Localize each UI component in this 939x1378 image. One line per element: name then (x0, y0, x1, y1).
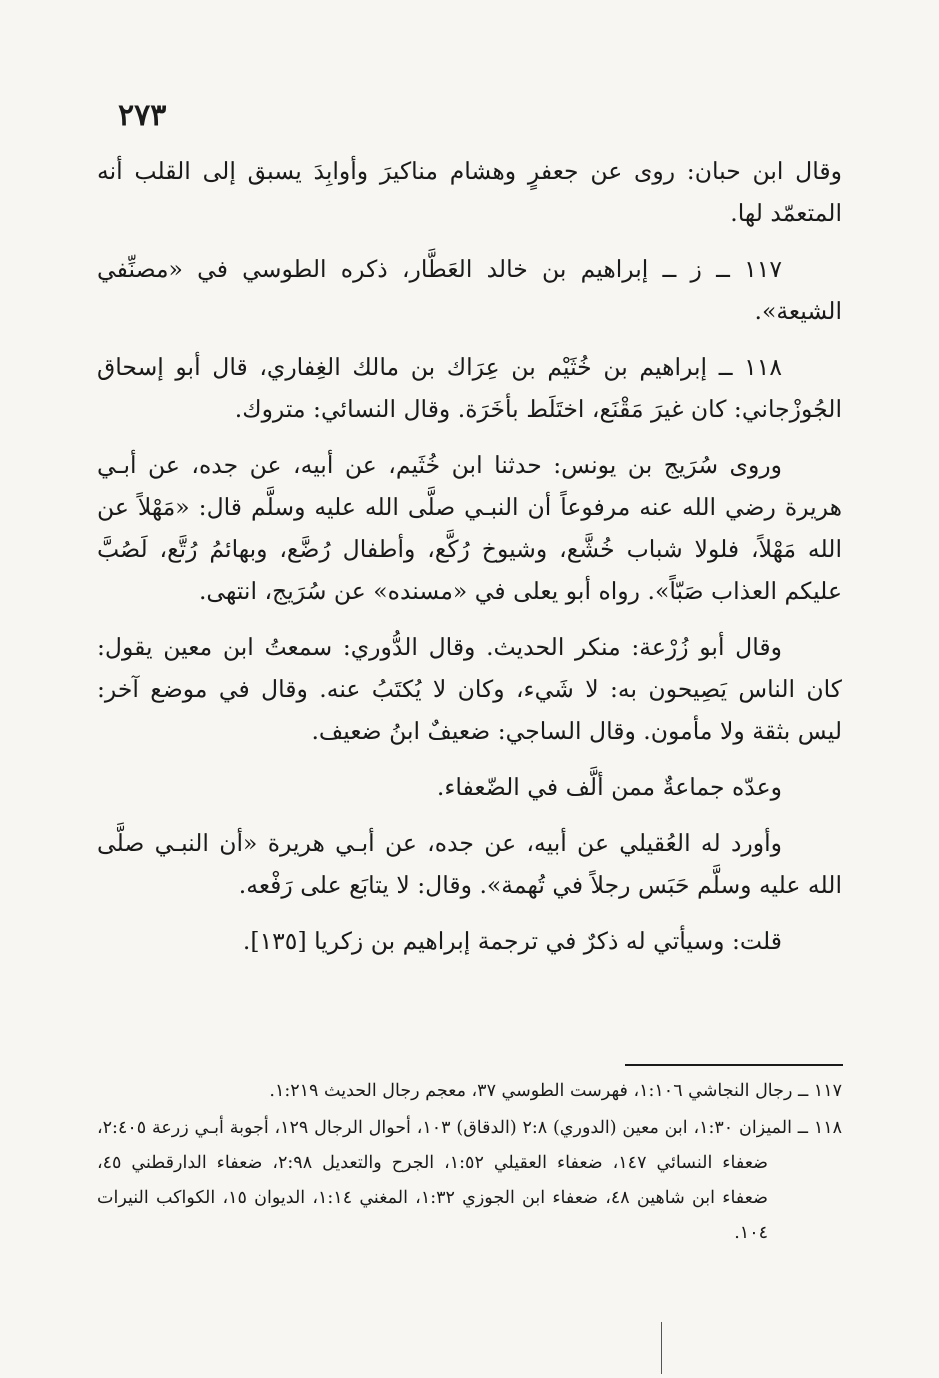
footnotes (97, 1074, 842, 1253)
footnote-divider (625, 1064, 843, 1066)
main-text (97, 150, 842, 976)
footnote-117: ١١٧ ــ رجال النجاشي ١:١٠٦، فهرست الطوسي ٣٧، معجم رجال الحديث ١:٢١٩. (269, 1081, 842, 1101)
entry-118: ١١٨ ــ إبراهيم بن خُثَيْم بن عِرَاك بن مالك الغِفاري، قال أبو إسحاق الجُوزْجاني: كان غيرَ مَقْنَع، اختَلَط بأخَرَة. وقال النسائي: متروك. (97, 353, 842, 423)
paragraph-uqayli: وأورد له العُقيلي عن أبيه، عن جده، عن أبـي هريرة «أن النبـي صلَّى الله عليه وسلَّم حَبَس رجلاً في تُهمة». وقال: لا يتابَع على رَفْعه. (97, 829, 842, 899)
paragraph-duafa: وعدّه جماعةٌ ممن ألَّف في الضّعفاء. (436, 773, 782, 801)
entry-117: ١١٧ ــ ز ــ إبراهيم بن خالد العَطَّار، ذكره الطوسي في «مصنِّفي الشيعة». (97, 255, 842, 325)
paragraph-ibn-hibban: وقال ابن حبان: روى عن جعفرٍ وهشام مناكيرَ وأوابِدَ يسبق إلى القلب أنه المتعمّد لها. (97, 157, 842, 227)
binding-line (661, 1322, 662, 1374)
footnote-118: ١١٨ ــ الميزان ١:٣٠، ابن معين (الدوري) ٢:٨ (الدقاق) ١٠٣، أحوال الرجال ١٢٩، أجوبة أبـي زرعة ٢:٤٠٥، ضعفاء النسائي ١٤٧، ضعفاء العقيلي ١:٥٢، الجرح والتعديل ٢:٩٨، ضعفاء الدارقطني ٤٥، ضعفاء ابن شاهين ٤٨، ضعفاء ابن الجوزي ١:٣٢، المغني ١:١٤، الديوان ١٥، الكواكب النيرات ١٠٤. (97, 1118, 843, 1243)
paragraph-hadith: وروى سُرَيج بن يونس: حدثنا ابن خُثَيم، عن أبيه، عن جده، عن أبـي هريرة رضي الله عنه مرفوعاً أن النبـي صلَّى الله عليه وسلَّم قال: «مَهْلاً عن الله مَهْلاً، فلولا شباب خُشَّع، وشيوخ رُكَّع، وأطفال رُضَّع، وبهائمُ رُتَّع، لَصُبَّ عليكم العذاب صَبّاً». رواه أبو يعلى في «مسنده» عن سُرَيج، انتهى. (97, 451, 842, 605)
page-number: ٢٧٣ (118, 98, 167, 133)
paragraph-abu-zura: وقال أبو زُرْعة: منكر الحديث. وقال الدُّوري: سمعتُ ابن معين يقول: كان الناس يَصِيحون به: لا شَيء، وكان لا يُكتَبُ عنه. وقال في موضع آخر: ليس بثقة ولا مأمون. وقال الساجي: ضعيفٌ ابنُ ضعيف. (97, 633, 842, 745)
paragraph-qultu: قلت: وسيأتي له ذكرٌ في ترجمة إبراهيم بن زكريا [١٣٥]. (242, 927, 782, 955)
